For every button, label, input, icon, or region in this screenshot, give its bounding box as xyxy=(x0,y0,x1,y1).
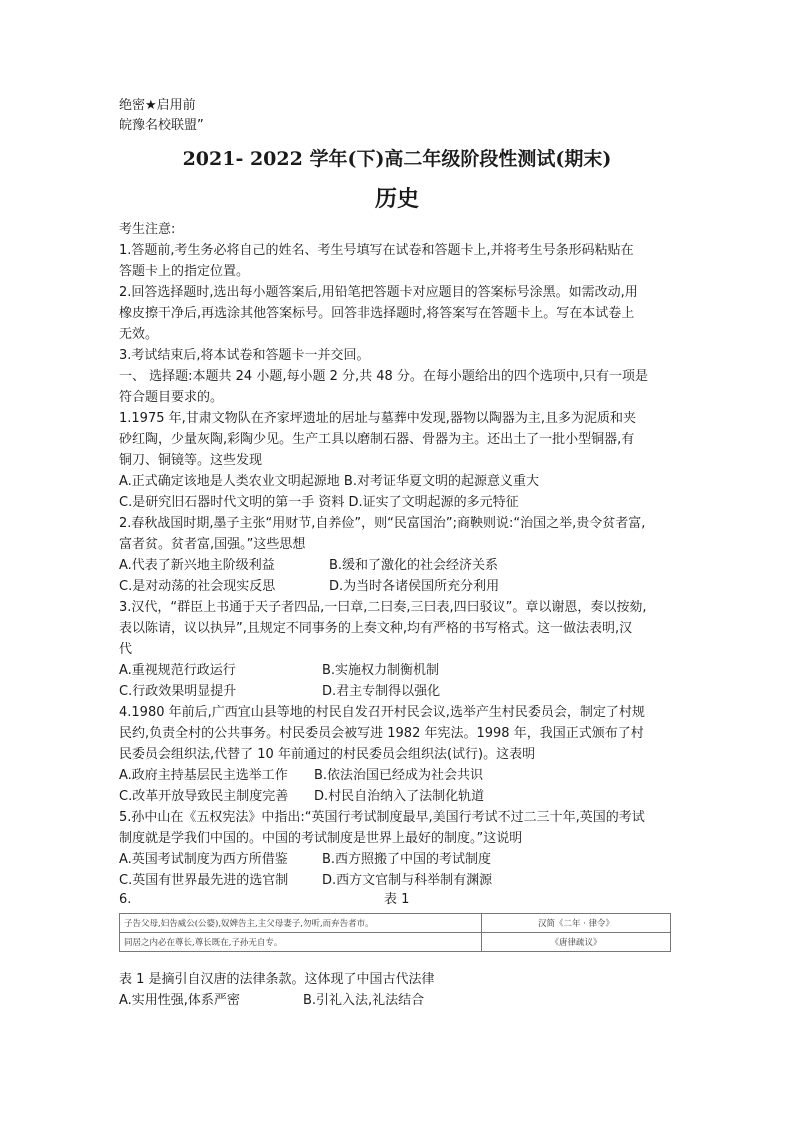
table-caption: 表 1 xyxy=(384,892,410,907)
law-text-cell: 同居之内必在尊长,尊长既在,子孙无自专。 xyxy=(120,933,482,952)
notice-heading: 考生注意: xyxy=(119,222,176,237)
q4-option-d[interactable]: D.村民自治纳入了法制化轨道 xyxy=(314,789,485,804)
q3-option-a[interactable]: A.重视规范行政运行 xyxy=(119,663,236,678)
q2-option-d[interactable]: D.为当时各诸侯国所充分利用 xyxy=(329,579,500,594)
q3-option-c[interactable]: C.行政效果明显提升 xyxy=(119,684,237,699)
table-row xyxy=(120,914,671,933)
alliance-name: 皖豫名校联盟” xyxy=(119,118,204,133)
q6-option-a[interactable]: A.实用性强,体系严密 xyxy=(119,993,240,1008)
q5-stem: 5.孙中山在《五权宪法》中指出:“英国行考试制度最早,美国行考试不过二三十年,英国的考试 xyxy=(119,810,645,825)
q4-stem: 民约,负责全村的公共事务。村民委员会被写进 1982 年宪法。1998 年，我国正式颁布了村 xyxy=(119,726,644,741)
q4-option-b[interactable]: B.依法治国已经成为社会共识 xyxy=(314,768,484,783)
law-source-cell: 汉简《二年 · 律令》 xyxy=(482,914,671,933)
q2-option-a[interactable]: A.代表了新兴地主阶级利益 xyxy=(119,558,275,573)
exam-title: 2021- 2022 学年(下)高二年级阶段性测试(期末) xyxy=(182,148,612,170)
notice-line: 2.回答选择题时,选出每小题答案后,用铅笔把答题卡对应题目的答案标号涂黑。如需改动,用 xyxy=(119,285,638,300)
table-row xyxy=(120,933,671,952)
q3-stem: 表以陈请，议以执异”,且规定不同事务的上奏文种,均有严格的书写格式。这一做法表明,汉 xyxy=(119,621,633,636)
q2-stem: 富者贫。贫者富,国强。”这些思想 xyxy=(119,537,306,552)
subject-title: 历史 xyxy=(374,186,419,212)
q5-option-a[interactable]: A.英国考试制度为西方所借鉴 xyxy=(119,852,288,867)
notice-line: 无效。 xyxy=(119,327,159,342)
q4-option-a[interactable]: A.政府主持基层民主选举工作 xyxy=(119,768,288,783)
q1-option-cd[interactable]: C.是研究旧石器时代文明的第一手 资料 D.证实了文明起源的多元特征 xyxy=(119,495,519,510)
secret-mark: 绝密★启用前 xyxy=(119,98,196,113)
q1-stem: 砂红陶，少量灰陶,彩陶少见。生产工具以磨制石器、骨器为主。还出土了一批小型铜器,有 xyxy=(119,432,635,447)
section-heading: 一、 选择题:本题共 24 小题,每小题 2 分,共 48 分。在每小题给出的四个选项中,只有一项是 xyxy=(119,369,649,384)
q1-stem: 1.1975 年,甘肃文物队在齐家坪遗址的居址与墓葬中发现,器物以陶器为主,且多为泥质和夹 xyxy=(119,411,637,426)
notice-line: 3.考试结束后,将本试卷和答题卡一并交回。 xyxy=(119,348,370,363)
q5-option-c[interactable]: C.英国有世界最先进的选官制 xyxy=(119,873,289,888)
q6-stem: 表 1 是摘引自汉唐的法律条款。这体现了中国古代法律 xyxy=(119,972,435,987)
q6-option-b[interactable]: B.引礼入法,礼法结合 xyxy=(303,993,425,1008)
q3-stem: 代 xyxy=(119,642,133,657)
notice-line: 橡皮擦干净后,再选涂其他答案标号。回答非选择题时,将答案写在答题卡上。写在本试卷上 xyxy=(119,306,635,321)
q6-number: 6. xyxy=(119,892,132,907)
q4-option-c[interactable]: C.改革开放导致民主制度完善 xyxy=(119,789,289,804)
law-source-cell: 《唐律疏议》 xyxy=(482,933,671,952)
notice-line: 答题卡上的指定位置。 xyxy=(119,264,250,279)
law-text-cell: 子告父母,妇告威公(公婆),奴婢告主,主父母妻子,勿听,而弃告者市。 xyxy=(120,914,482,933)
q2-option-b[interactable]: B.缓和了激化的社会经济关系 xyxy=(329,558,499,573)
notice-line: 1.答题前,考生务必将自己的姓名、考生号填写在试卷和答题卡上,并将考生号条形码粘贴在 xyxy=(119,243,634,258)
q1-option-ab[interactable]: A.正式确定该地是人类农业文明起源地 B.对考证华夏文明的起源意义重大 xyxy=(119,474,539,489)
q4-stem: 民委员会组织法,代替了 10 年前通过的村民委员会组织法(试行)。这表明 xyxy=(119,747,536,762)
law-table xyxy=(119,913,671,952)
q3-option-b[interactable]: B.实施权力制衡机制 xyxy=(322,663,440,678)
q3-stem: 3.汉代，“群臣上书通于天子者四品,一曰章,二曰奏,三曰表,四曰驳议”。章以谢恩，奏以按劾, xyxy=(119,600,647,615)
q2-option-c[interactable]: C.是对动荡的社会现实反思 xyxy=(119,579,276,594)
q5-stem: 制度就是学我们中国的。中国的考试制度是世界上最好的制度。”这说明 xyxy=(119,831,523,846)
q3-option-d[interactable]: D.君主专制得以强化 xyxy=(322,684,441,699)
q5-option-d[interactable]: D.西方文官制与科举制有渊源 xyxy=(322,873,493,888)
section-heading-cont: 符合题目要求的。 xyxy=(119,390,224,405)
q1-stem: 铜刀、铜镜等。这些发现 xyxy=(119,453,263,468)
q2-stem: 2.春秋战国时期,墨子主张“用财节,自养俭”，则“民富国治”;商鞅则说:“治国之举,贵令贫者富, xyxy=(119,516,646,531)
q5-option-b[interactable]: B.西方照搬了中国的考试制度 xyxy=(322,852,492,867)
q4-stem: 4.1980 年前后,广西宜山县等地的村民自发召开村民会议,选举产生村民委员会，制定了村规 xyxy=(119,705,645,720)
